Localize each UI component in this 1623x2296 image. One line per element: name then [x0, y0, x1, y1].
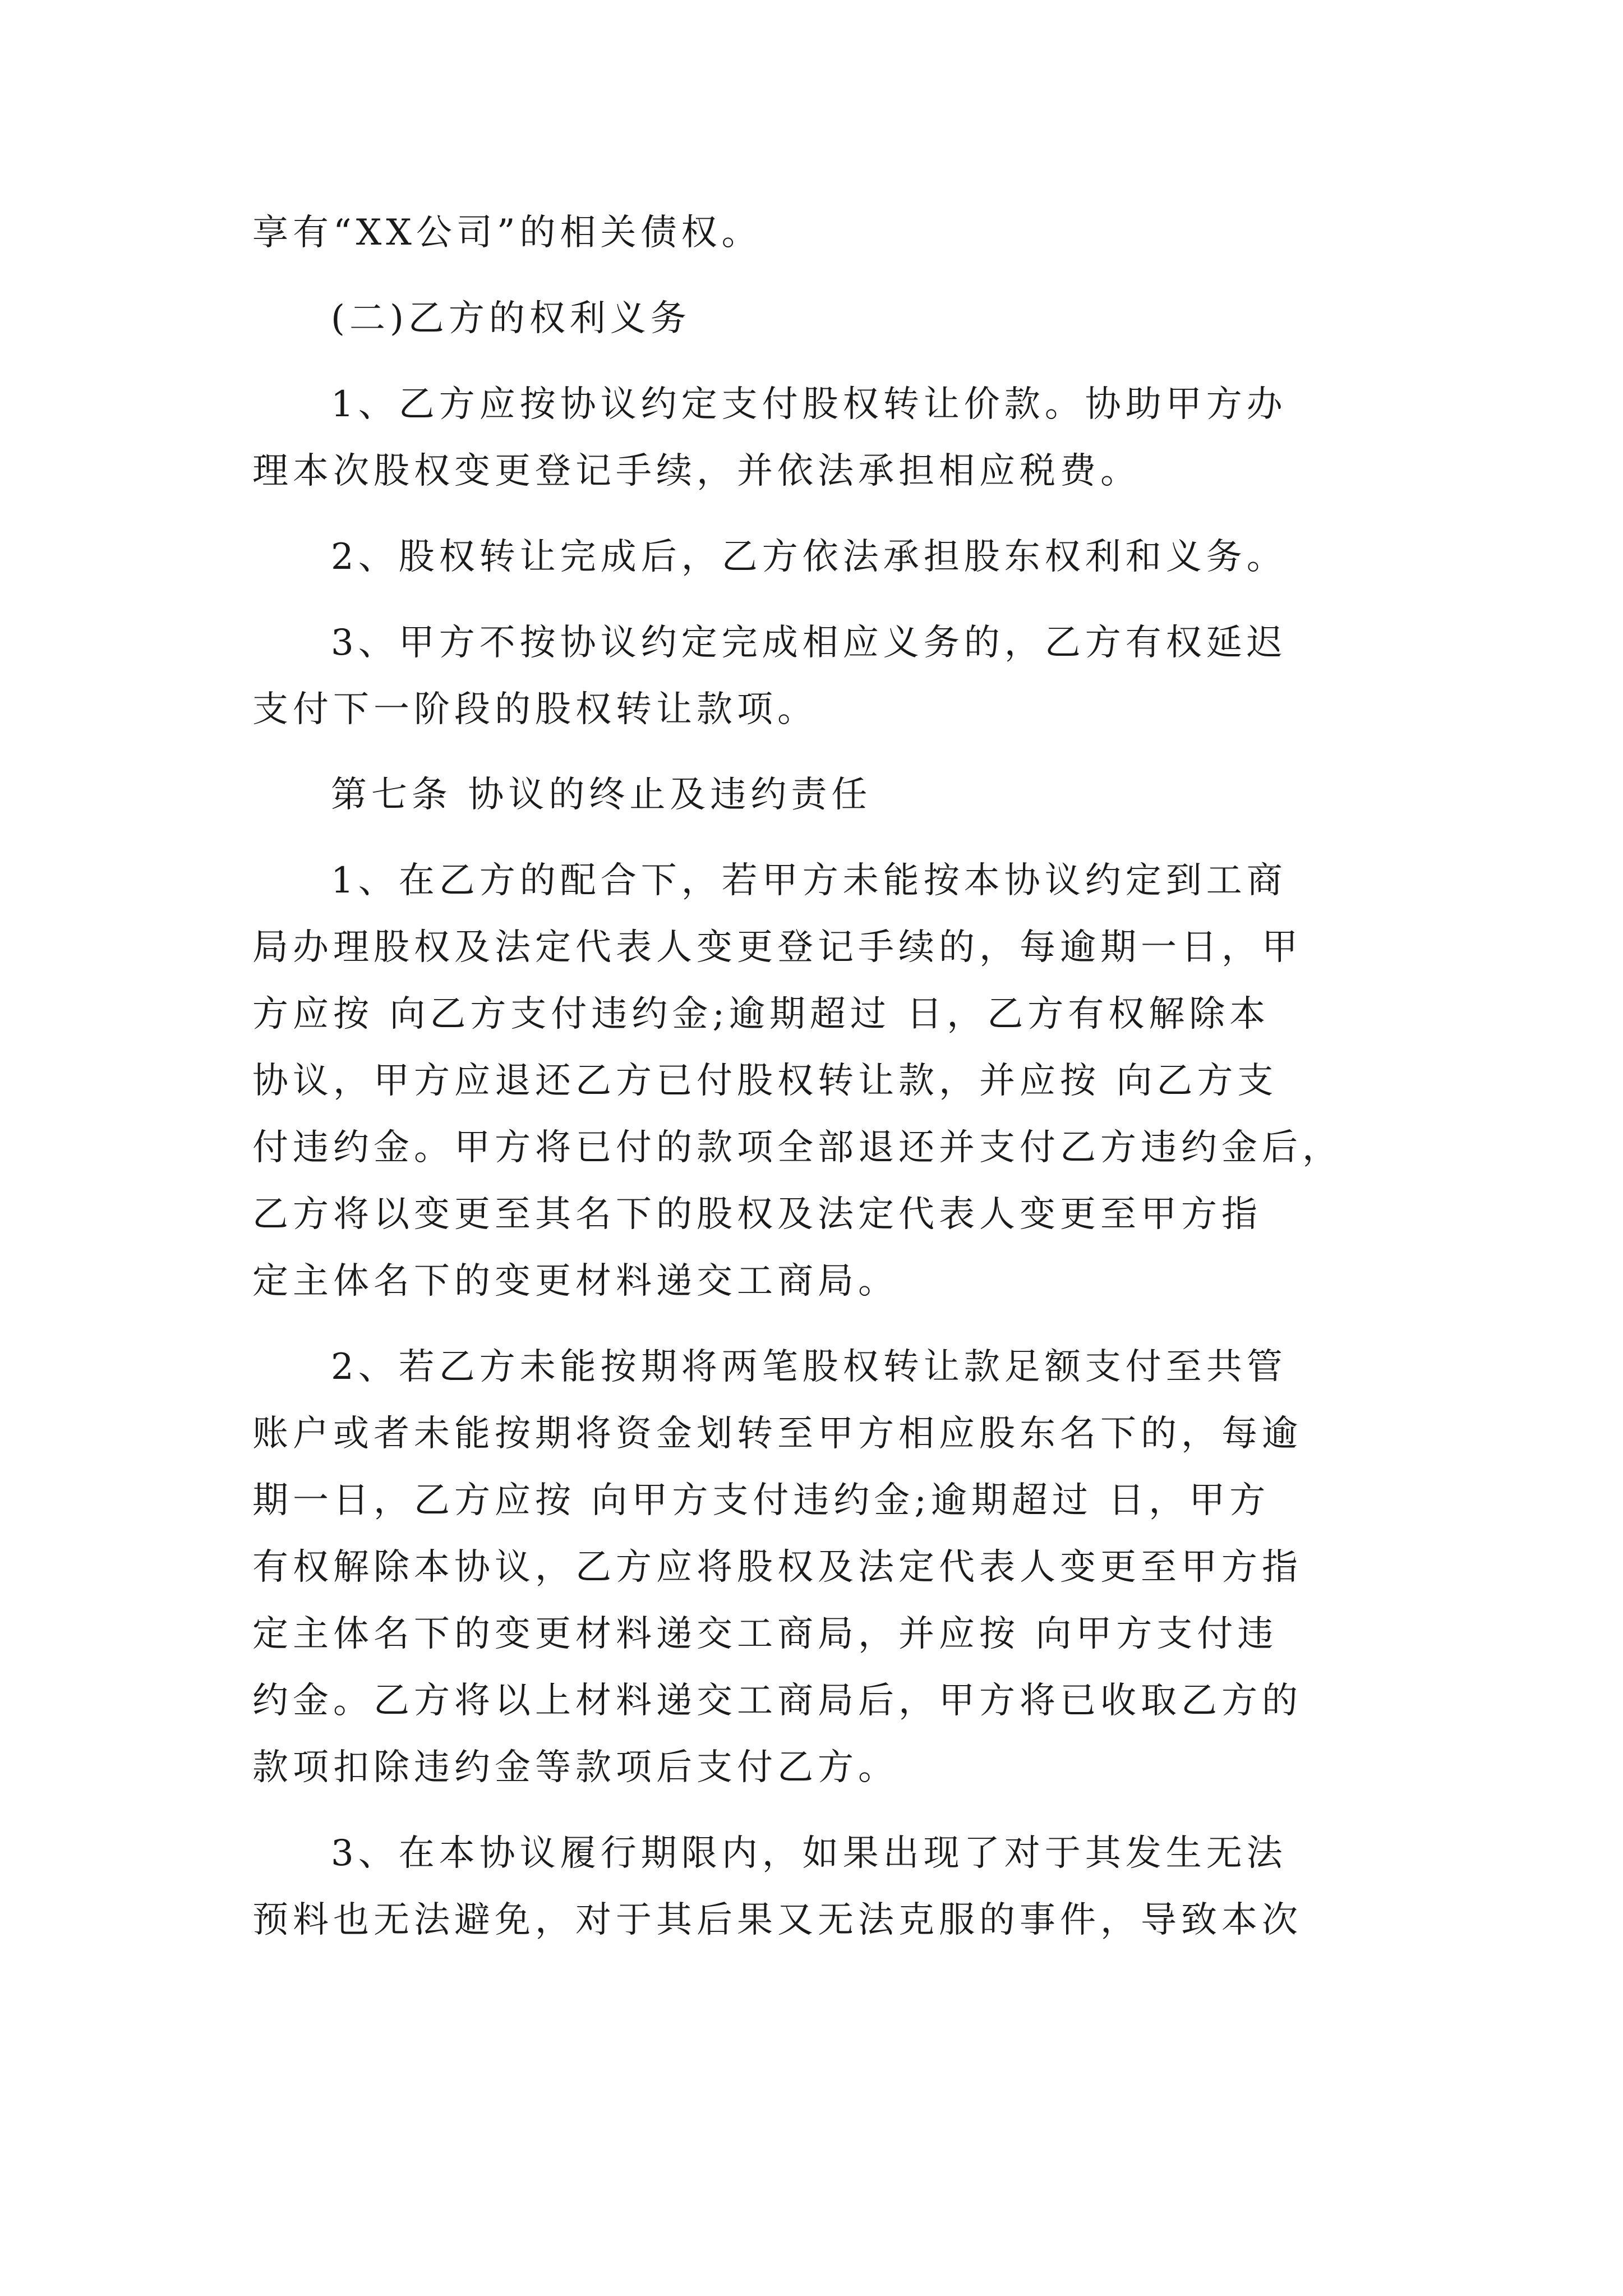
text-line: 期一日，乙方应按 向甲方支付违约金;逾期超过 日，甲方	[252, 1480, 1270, 1521]
text-line: 享有“XX公司”的相关债权。	[252, 212, 762, 254]
text-line: 3、甲方不按协议约定完成相应义务的，乙方有权延迟	[331, 622, 1287, 664]
text-line: 2、股权转让完成后，乙方依法承担股东权利和义务。	[331, 536, 1287, 578]
text-line: 局办理股权及法定代表人变更登记手续的，每逾期一日，甲	[252, 927, 1302, 968]
section-heading: (二)乙方的权利义务	[331, 298, 691, 339]
text-line: 预料也无法避免，对于其后果又无法克服的事件，导致本次	[252, 1899, 1302, 1941]
text-line: 2、若乙方未能按期将两笔股权转让款足额支付至共管	[331, 1346, 1287, 1388]
text-line: 款项扣除违约金等款项后支付乙方。	[252, 1747, 898, 1788]
text-line: 3、在本协议履行期限内，如果出现了对于其发生无法	[331, 1833, 1287, 1874]
text-line: 乙方将以变更至其名下的股权及法定代表人变更至甲方指	[252, 1194, 1262, 1235]
text-line: 支付下一阶段的股权转让款项。	[252, 689, 818, 730]
text-line: 协议，甲方应退还乙方已付股权转让款，并应按 向乙方支	[252, 1060, 1278, 1102]
text-line: 账户或者未能按期将资金划转至甲方相应股东名下的，每逾	[252, 1413, 1302, 1455]
text-line: 有权解除本协议，乙方应将股权及法定代表人变更至甲方指	[252, 1547, 1302, 1588]
text-line: 定主体名下的变更材料递交工商局。	[252, 1260, 898, 1302]
text-line: 定主体名下的变更材料递交工商局，并应按 向甲方支付违	[252, 1613, 1278, 1655]
text-line: 1、在乙方的配合下，若甲方未能按本协议约定到工商	[331, 860, 1287, 901]
text-line: 约金。乙方将以上材料递交工商局后，甲方将已收取乙方的	[252, 1680, 1302, 1722]
text-line: 1、乙方应按协议约定支付股权转让价款。协助甲方办	[331, 384, 1287, 425]
text-line: 方应按 向乙方支付违约金;逾期超过 日，乙方有权解除本	[252, 993, 1270, 1035]
article-heading: 第七条 协议的终止及违约责任	[331, 774, 872, 816]
text-line: 付违约金。甲方将已付的款项全部退还并支付乙方违约金后，	[252, 1127, 1343, 1168]
text-line: 理本次股权变更登记手续，并依法承担相应税费。	[252, 450, 1141, 492]
